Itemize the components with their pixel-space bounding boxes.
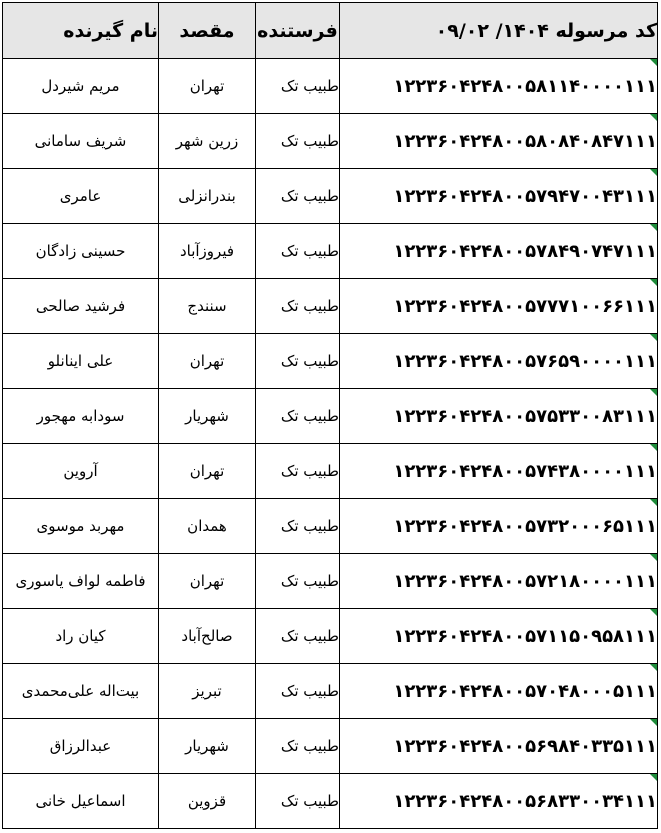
recipient-text: مهربد موسوی	[36, 517, 125, 535]
destination-cell	[159, 224, 256, 279]
code-cell	[340, 169, 658, 224]
code-text: ۱۲۲۳۶۰۴۲۴۸۰۰۵۷۸۴۹۰۷۴۷۱۱۱	[393, 240, 657, 262]
destination-cell	[159, 59, 256, 114]
comment-marker-icon	[650, 719, 657, 726]
code-cell	[340, 664, 658, 719]
code-cell	[340, 224, 658, 279]
destination-text: زرین شهر	[175, 132, 239, 150]
code-text: ۱۲۲۳۶۰۴۲۴۸۰۰۵۷۱۱۵۰۹۵۸۱۱۱	[393, 625, 657, 647]
destination-text: تهران	[189, 462, 225, 480]
sender-cell	[256, 499, 340, 554]
sender-cell	[256, 389, 340, 444]
code-cell	[340, 334, 658, 389]
table-row	[3, 279, 658, 334]
recipient-cell	[3, 499, 159, 554]
comment-marker-icon	[650, 334, 657, 341]
destination-cell	[159, 389, 256, 444]
comment-marker-icon	[650, 224, 657, 231]
sender-text: طبیب تک	[280, 242, 339, 260]
table-row	[3, 224, 658, 279]
recipient-cell	[3, 279, 159, 334]
recipient-text: علی اینانلو	[47, 352, 114, 370]
destination-cell	[159, 114, 256, 169]
destination-cell	[159, 609, 256, 664]
sender-text: طبیب تک	[280, 682, 339, 700]
comment-marker-icon	[650, 169, 657, 176]
sender-text: طبیب تک	[280, 517, 339, 535]
destination-cell	[159, 169, 256, 224]
code-cell	[340, 774, 658, 829]
header-row	[3, 3, 658, 59]
table-row	[3, 169, 658, 224]
comment-marker-icon	[650, 114, 657, 121]
recipient-text: سودابه مهجور	[36, 407, 125, 425]
code-cell	[340, 499, 658, 554]
recipient-cell	[3, 389, 159, 444]
comment-marker-icon	[650, 664, 657, 671]
code-cell	[340, 114, 658, 169]
recipient-cell	[3, 444, 159, 499]
sender-text: طبیب تک	[280, 737, 339, 755]
destination-text: شهریار	[185, 737, 229, 755]
recipient-text: حسینی زادگان	[35, 242, 126, 260]
destination-text: همدان	[187, 517, 227, 535]
comment-marker-icon	[650, 279, 657, 286]
code-cell	[340, 719, 658, 774]
shipments-table	[2, 2, 658, 829]
comment-marker-icon	[650, 499, 657, 506]
table-row	[3, 59, 658, 114]
recipient-cell	[3, 224, 159, 279]
destination-text: تهران	[189, 77, 225, 95]
destination-cell	[159, 334, 256, 389]
code-text: ۱۲۲۳۶۰۴۲۴۸۰۰۵۷۴۳۸۰۰۰۰۱۱۱	[393, 460, 657, 482]
destination-text: سنندج	[187, 297, 227, 315]
sender-text: طبیب تک	[280, 627, 339, 645]
comment-marker-icon	[650, 444, 657, 451]
code-cell	[340, 444, 658, 499]
sender-text: طبیب تک	[280, 572, 339, 590]
destination-text: بندرانزلی	[178, 187, 236, 205]
code-text: ۱۲۲۳۶۰۴۲۴۸۰۰۵۷۷۷۱۰۰۶۶۱۱۱	[393, 295, 657, 317]
recipient-text: آروین	[63, 462, 98, 480]
header-sender: فرستنده	[256, 3, 340, 59]
code-text: ۱۲۲۳۶۰۴۲۴۸۰۰۵۷۶۵۹۰۰۰۰۱۱۱	[393, 350, 657, 372]
code-text: ۱۲۲۳۶۰۴۲۴۸۰۰۵۸۰۸۴۰۸۴۷۱۱۱	[393, 130, 657, 152]
comment-marker-icon	[650, 609, 657, 616]
header-recipient: نام گیرنده	[3, 3, 159, 59]
code-cell	[340, 59, 658, 114]
destination-cell	[159, 279, 256, 334]
recipient-cell	[3, 114, 159, 169]
sender-cell	[256, 224, 340, 279]
destination-cell	[159, 444, 256, 499]
code-cell	[340, 554, 658, 609]
recipient-text: کیان راد	[55, 627, 106, 645]
code-text: ۱۲۲۳۶۰۴۲۴۸۰۰۵۶۹۸۴۰۳۳۵۱۱۱	[393, 735, 657, 757]
comment-marker-icon	[650, 389, 657, 396]
sender-text: طبیب تک	[280, 462, 339, 480]
sender-cell	[256, 114, 340, 169]
sender-cell	[256, 169, 340, 224]
table-row	[3, 554, 658, 609]
table-row	[3, 499, 658, 554]
recipient-cell	[3, 664, 159, 719]
sender-cell	[256, 554, 340, 609]
sender-cell	[256, 664, 340, 719]
code-text: ۱۲۲۳۶۰۴۲۴۸۰۰۵۷۳۲۰۰۰۶۵۱۱۱	[393, 515, 657, 537]
table-row	[3, 389, 658, 444]
code-text: ۱۲۲۳۶۰۴۲۴۸۰۰۵۸۱۱۴۰۰۰۰۱۱۱	[393, 75, 657, 97]
code-cell	[340, 389, 658, 444]
destination-text: فیروزآباد	[179, 242, 235, 260]
recipient-text: فرشید صالحی	[35, 297, 126, 315]
table-row	[3, 719, 658, 774]
code-cell	[340, 609, 658, 664]
recipient-text: فاطمه لواف یاسوری	[15, 572, 146, 590]
table-row	[3, 444, 658, 499]
destination-cell	[159, 499, 256, 554]
destination-text: شهریار	[185, 407, 229, 425]
code-text: ۱۲۲۳۶۰۴۲۴۸۰۰۵۷۲۱۸۰۰۰۰۱۱۱	[393, 570, 657, 592]
comment-marker-icon	[650, 554, 657, 561]
sender-cell	[256, 334, 340, 389]
sender-cell	[256, 279, 340, 334]
table-row	[3, 114, 658, 169]
destination-cell	[159, 554, 256, 609]
destination-text: تهران	[189, 352, 225, 370]
recipient-text: مریم شیردل	[41, 77, 120, 95]
sender-cell	[256, 444, 340, 499]
code-cell	[340, 279, 658, 334]
comment-marker-icon	[650, 59, 657, 66]
recipient-text: عبدالرزاق	[49, 737, 112, 755]
sender-text: طبیب تک	[280, 187, 339, 205]
sender-text: طبیب تک	[280, 132, 339, 150]
comment-marker-icon	[650, 774, 657, 781]
destination-cell	[159, 774, 256, 829]
recipient-cell	[3, 334, 159, 389]
sender-text: طبیب تک	[280, 352, 339, 370]
sender-cell	[256, 719, 340, 774]
destination-cell	[159, 664, 256, 719]
code-text: ۱۲۲۳۶۰۴۲۴۸۰۰۵۷۹۴۷۰۰۴۳۱۱۱	[393, 185, 657, 207]
header-code: کد مرسوله ۱۴۰۴/ ۰۹/۰۲	[340, 3, 658, 59]
code-text: ۱۲۲۳۶۰۴۲۴۸۰۰۵۷۰۴۸۰۰۰۵۱۱۱	[393, 680, 657, 702]
recipient-text: بیت‌اله علی‌محمدی	[21, 682, 140, 700]
header-destination: مقصد	[159, 3, 256, 59]
recipient-cell	[3, 554, 159, 609]
code-text: ۱۲۲۳۶۰۴۲۴۸۰۰۵۷۵۳۳۰۰۸۳۱۱۱	[393, 405, 657, 427]
destination-text: صالح‌آباد	[181, 627, 233, 645]
sender-text: طبیب تک	[280, 792, 339, 810]
sender-text: طبیب تک	[280, 297, 339, 315]
destination-cell	[159, 719, 256, 774]
sender-cell	[256, 774, 340, 829]
destination-text: تهران	[189, 572, 225, 590]
recipient-text: اسماعیل خانی	[35, 792, 126, 810]
table-row	[3, 334, 658, 389]
sender-text: طبیب تک	[280, 407, 339, 425]
recipient-cell	[3, 609, 159, 664]
recipient-text: شریف سامانی	[34, 132, 127, 150]
recipient-cell	[3, 774, 159, 829]
sender-cell	[256, 59, 340, 114]
destination-text: قزوین	[187, 792, 227, 810]
recipient-text: عامری	[59, 187, 102, 205]
table-row	[3, 609, 658, 664]
table-row	[3, 774, 658, 829]
recipient-cell	[3, 169, 159, 224]
recipient-cell	[3, 719, 159, 774]
sender-cell	[256, 609, 340, 664]
table-row	[3, 664, 658, 719]
sender-text: طبیب تک	[280, 77, 339, 95]
destination-text: تبریز	[192, 682, 222, 700]
code-text: ۱۲۲۳۶۰۴۲۴۸۰۰۵۶۸۳۳۰۰۳۴۱۱۱	[393, 790, 657, 812]
recipient-cell	[3, 59, 159, 114]
